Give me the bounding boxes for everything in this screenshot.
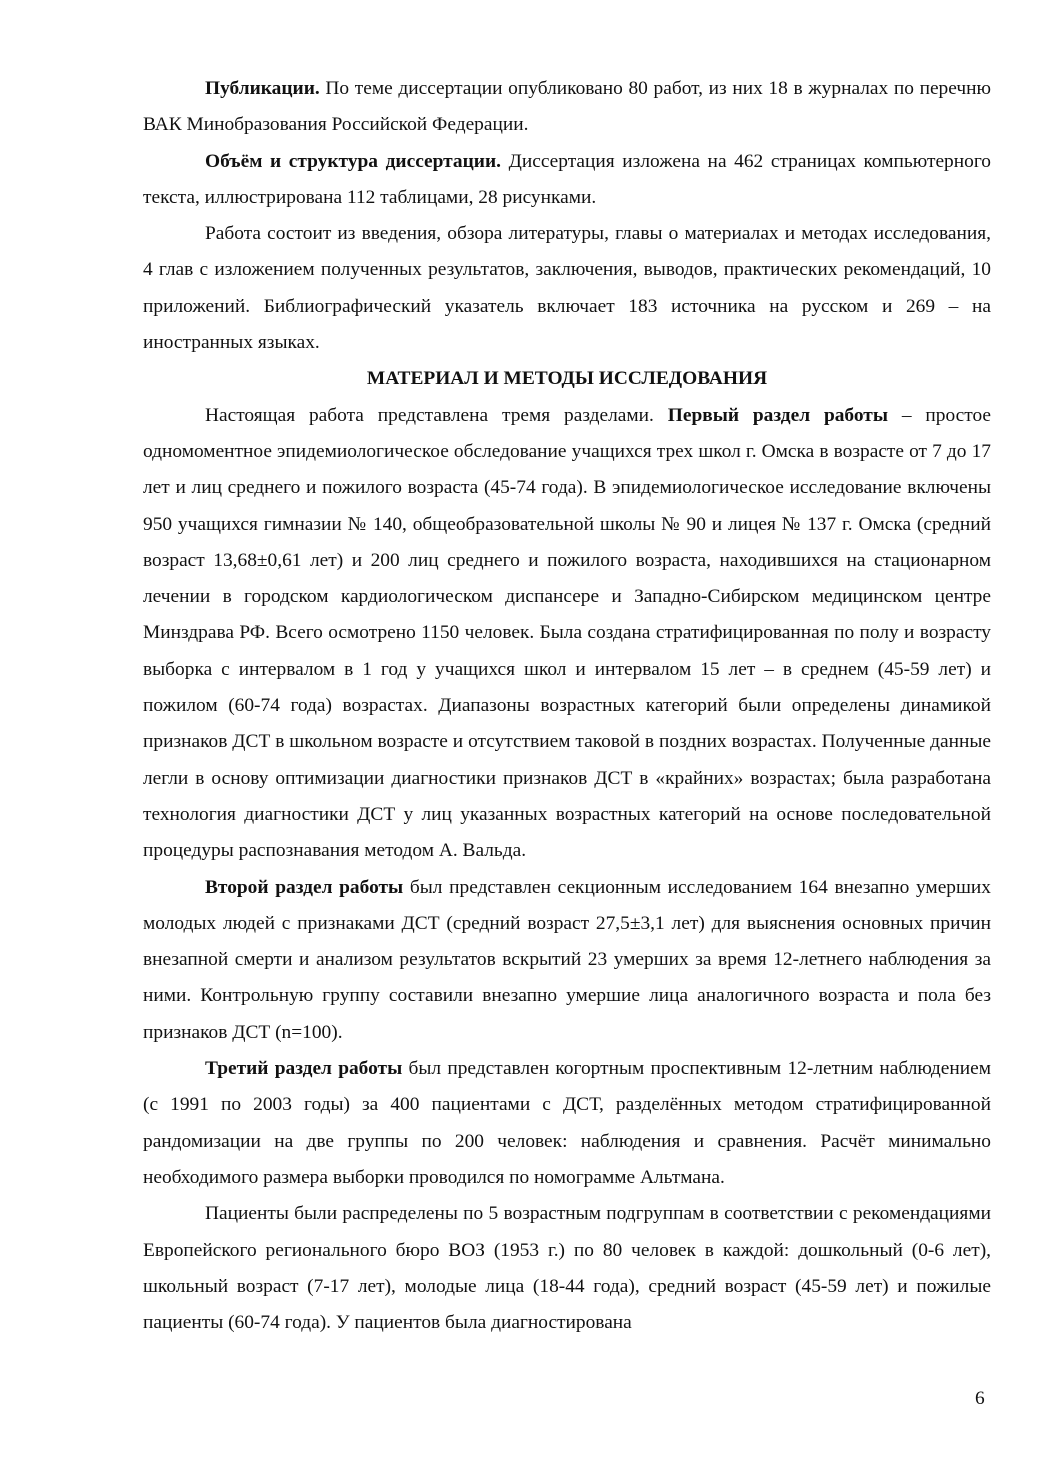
paragraph-structure: [143, 216, 991, 361]
structure-text: Работа состоит из введения, обзора литературы, главы о материалах и методах исследования, 4 глав с изложением полученных результатов, заключения, выводов, практических рекомендаций, 10 приложений. Библиографический указатель включает 183 источника на русском и 269 – на иностранных языках.: [143, 223, 991, 354]
section-heading: МАТЕРИАЛ И МЕТОДЫ ИССЛЕДОВАНИЯ: [366, 368, 768, 390]
paragraph-publications: [143, 71, 991, 144]
document-page: [143, 71, 991, 1341]
volume-lead: Объём и структура диссертации.: [205, 150, 501, 172]
paragraph-volume: [143, 144, 991, 217]
publications-lead: Публикации.: [205, 78, 320, 99]
paragraph-section2: [143, 870, 991, 1051]
paragraph-patients: [143, 1196, 991, 1341]
section3-lead: Третий раздел работы: [205, 1058, 403, 1080]
page-number: 6: [975, 1388, 985, 1409]
section1-lead: Первый раздел работы: [667, 404, 888, 426]
paragraph-section3: [143, 1051, 991, 1196]
patients-text: Пациенты были распределены по 5 возрастным подгруппам в соответствии с рекомендациями Европейского регионального бюро ВОЗ (1953 г.) по 80 человек в каждой: дошкольный (0-6 лет), школьный возраст (7-17 лет), молодые лица (18-44 года), средний возраст (45-59 лет) и пожилые пациенты (60-74 года). У пациентов была диагностирована: [143, 1203, 991, 1334]
section3-text: был представлен когортным проспективным 12-летним наблюдением (с 1991 по 2003 годы) за 400 пациентами с ДСТ, разделённых методом стратифицированной рандомизации на две группы по 200 человек: наблюдения и сравнения. Расчёт минимально необходимого размера выборки проводился по номограмме Альтмана.: [143, 1058, 992, 1188]
section2-text: был представлен секционным исследованием 164 внезапно умерших молодых людей с признаками ДСТ (средний возраст 27,5±3,1 лет) для выяснения основных причин внезапной смерти и анализом результатов вскрытий 23 умерших за время 12-летнего наблюдения за ними. Контрольную группу составили внезапно умершие лица аналогичного возраста и пола без признаков ДСТ (n=100).: [143, 876, 992, 1043]
volume-text: Диссертация изложена на 462 страницах компьютерного текста, иллюстрирована 112 таблицами, 28 рисунками.: [143, 150, 991, 208]
section2-lead: Второй раздел работы: [205, 876, 404, 898]
section1-before: Настоящая работа представлена тремя разделами.: [205, 404, 668, 426]
publications-text: По теме диссертации опубликовано 80 работ, из них 18 в журналах по перечню ВАК Минобразования Российской Федерации.: [143, 78, 991, 136]
section1-text: – простое одномоментное эпидемиологическое обследование учащихся трех школ г. Омска в возрасте от 7 до 17 лет и лиц среднего и пожилого возраста (45-74 года). В эпидемиологическое исследование включены 950 учащихся гимназии № 140, общеобразовательной школы № 90 и лицея № 137 г. Омска (средний возраст 13,68±0,61 лет) и 200 лиц среднего и пожилого возраста, находившихся на стационарном лечении в городском кардиологическом диспансере и Западно-Сибирском медицинском центре Минздрава РФ. Всего осмотрено 1150 человек. Была создана стратифицированная по полу и возрасту выборка с интервалом в 1 год у учащихся школ и интервалом 15 лет – в среднем (45-59 лет) и пожилом (60-74 года) возрастах. Диапазоны возрастных категорий были определены динамикой признаков ДСТ в школьном возрасте и отсутствием таковой в поздних возрастах. Полученные данные легли в основу оптимизации диагностики признаков ДСТ в «крайних» возрастах; была разработана технология диагностики ДСТ у лиц указанных возрастных категорий на основе последовательной процедуры распознавания методом А. Вальда.: [143, 404, 991, 862]
paragraph-section1: [143, 398, 991, 870]
